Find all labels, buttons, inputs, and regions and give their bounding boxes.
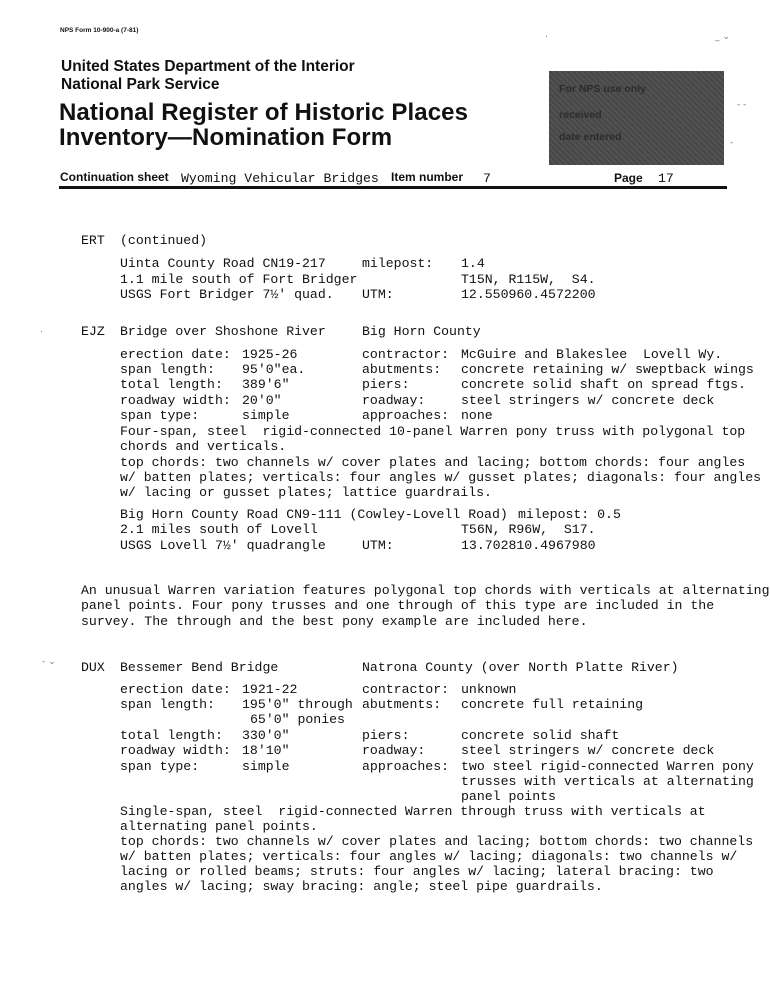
- ejz-abutments-label: abutments:: [362, 362, 442, 377]
- scan-mark: -: [730, 138, 734, 148]
- header-rule: [59, 186, 727, 189]
- dux-approaches: trusses with verticals at alternating: [461, 774, 754, 789]
- form-title-line1: National Register of Historic Places: [59, 99, 469, 126]
- dux-approaches: two steel rigid-connected Warren pony: [461, 759, 754, 774]
- scan-mark: - ⌄: [42, 657, 56, 667]
- scan-mark: - -: [737, 100, 747, 110]
- agency-name: National Park Service: [61, 76, 220, 93]
- dux-piers-label: piers:: [362, 728, 410, 743]
- ejz-approaches-label: approaches:: [362, 408, 450, 423]
- form-title-line2: Inventory—Nomination Form: [59, 124, 393, 151]
- dux-total-length: 330'0": [242, 728, 290, 743]
- ejz-name: Bridge over Shoshone River: [120, 324, 326, 339]
- ejz-milepost: milepost: 0.5: [518, 507, 621, 522]
- ejz-description-line: chords and verticals.: [120, 439, 287, 454]
- ejz-abutments: concrete retaining w/ sweptback wings: [461, 362, 754, 377]
- department-name: United States Department of the Interior: [61, 58, 355, 75]
- item-number-label: Item number: [391, 170, 464, 184]
- dux-total-length-label: total length:: [120, 728, 223, 743]
- dux-name: Bessemer Bend Bridge: [120, 660, 279, 675]
- dux-piers: concrete solid shaft: [461, 728, 620, 743]
- dux-description-line: angles w/ lacing; sway bracing: angle; steel pipe guardrails.: [120, 879, 603, 894]
- dux-county: Natrona County (over North Platte River): [362, 660, 679, 675]
- ejz-span-length: 95'0"ea.: [242, 362, 306, 377]
- dux-approaches-label: approaches:: [362, 759, 450, 774]
- dux-description-line: lacing or rolled beams; struts: four angles w/ lacing; lateral bracing: two: [120, 864, 714, 879]
- dux-roadway-label: roadway:: [362, 743, 426, 758]
- paragraph-line: An unusual Warren variation features polygonal top chords with verticals at alternating: [81, 583, 770, 598]
- ejz-description-line: Four-span, steel rigid-connected 10-panel Warren pony truss with polygonal top: [120, 424, 746, 439]
- dux-span-type-label: span type:: [120, 759, 200, 774]
- dux-contractor-label: contractor:: [362, 682, 450, 697]
- ert-location: 1.1 mile south of Fort Bridger: [120, 272, 358, 287]
- dux-code: DUX: [81, 660, 105, 675]
- ejz-description-line: w/ batten plates; verticals: four angles w/ gusset plates; diagonals: four angles: [120, 470, 762, 485]
- ejz-roadway-label: roadway:: [362, 393, 426, 408]
- ejz-erection-date: 1925-26: [242, 347, 298, 362]
- ejz-piers: concrete solid shaft on spread ftgs.: [461, 377, 746, 392]
- ejz-roadway-width: 20'0": [242, 393, 282, 408]
- form-number: NPS Form 10-900-a (7-81): [60, 27, 139, 34]
- scan-mark: .: [545, 30, 548, 40]
- date-entered-label: date entered: [559, 131, 622, 143]
- ejz-approaches: none: [461, 408, 493, 423]
- dux-abutments: concrete full retaining: [461, 697, 644, 712]
- ert-heading: (continued): [120, 233, 208, 248]
- scan-mark: _ ⌄: [715, 32, 730, 42]
- ejz-span-type: simple: [242, 408, 290, 423]
- nps-use-only-box: [549, 71, 724, 165]
- ejz-total-length: 389'6": [242, 377, 290, 392]
- ejz-county: Big Horn County: [362, 324, 481, 339]
- dux-description-line: top chords: two channels w/ cover plates and lacing; bottom chords: two channels: [120, 834, 754, 849]
- ejz-roadway: steel stringers w/ concrete deck: [461, 393, 715, 408]
- ert-code: ERT: [81, 233, 105, 248]
- ejz-total-length-label: total length:: [120, 377, 223, 392]
- ejz-township: T56N, R96W, S17.: [461, 522, 596, 537]
- ejz-span-length-label: span length:: [120, 362, 215, 377]
- page-label: Page: [614, 171, 643, 185]
- ert-utm-label: UTM:: [362, 287, 394, 302]
- ejz-piers-label: piers:: [362, 377, 410, 392]
- ert-road: Uinta County Road CN19-217: [120, 256, 326, 271]
- ejz-description-line: w/ lacing or gusset plates; lattice guardrails.: [120, 485, 492, 500]
- ejz-roadway-width-label: roadway width:: [120, 393, 231, 408]
- dux-description-line: w/ batten plates; verticals: four angles w/ lacing; diagonals: two channels w/: [120, 849, 738, 864]
- dux-abutments-label: abutments:: [362, 697, 442, 712]
- item-number-value: 7: [483, 171, 491, 186]
- ert-township: T15N, R115W, S4.: [461, 272, 596, 287]
- ert-milepost-label: milepost:: [362, 256, 434, 271]
- dux-approaches: panel points: [461, 789, 556, 804]
- dux-roadway-width: 18'10": [242, 743, 290, 758]
- dux-description-line: alternating panel points.: [120, 819, 318, 834]
- ert-milepost: 1.4: [461, 256, 485, 271]
- paragraph-line: panel points. Four pony trusses and one through of this type are included in the: [81, 598, 715, 613]
- ejz-contractor: McGuire and Blakeslee Lovell Wy.: [461, 347, 723, 362]
- paragraph-line: survey. The through and the best pony example are included here.: [81, 614, 588, 629]
- ejz-quad: USGS Lovell 7½' quadrangle: [120, 538, 326, 553]
- dux-roadway-width-label: roadway width:: [120, 743, 231, 758]
- dux-roadway: steel stringers w/ concrete deck: [461, 743, 715, 758]
- ejz-utm: 13.702810.4967980: [461, 538, 596, 553]
- continuation-sheet-value: Wyoming Vehicular Bridges: [181, 171, 379, 186]
- ert-quad: USGS Fort Bridger 7½' quad.: [120, 287, 334, 302]
- received-label: received: [559, 109, 602, 121]
- ejz-location: 2.1 miles south of Lovell: [120, 522, 318, 537]
- ejz-span-type-label: span type:: [120, 408, 200, 423]
- ert-utm: 12.550960.4572200: [461, 287, 596, 302]
- continuation-sheet-label: Continuation sheet: [60, 170, 169, 184]
- nps-use-only-label: For NPS use only: [559, 83, 646, 95]
- dux-span-length-ponies: 65'0" ponies: [250, 712, 345, 727]
- dux-description-line: Single-span, steel rigid-connected Warren through truss with verticals at: [120, 804, 706, 819]
- ejz-erection-date-label: erection date:: [120, 347, 231, 362]
- ejz-code: EJZ: [81, 324, 105, 339]
- ejz-contractor-label: contractor:: [362, 347, 450, 362]
- ejz-utm-label: UTM:: [362, 538, 394, 553]
- ejz-description-line: top chords: two channels w/ cover plates and lacing; bottom chords: four angles: [120, 455, 746, 470]
- dux-span-length: 195'0" through: [242, 697, 353, 712]
- dux-span-type: simple: [242, 759, 290, 774]
- dux-erection-date-label: erection date:: [120, 682, 231, 697]
- dux-span-length-label: span length:: [120, 697, 215, 712]
- scan-mark: .: [40, 325, 43, 335]
- ejz-road: Big Horn County Road CN9-111 (Cowley-Lovell Road): [120, 507, 508, 522]
- page-number: 17: [658, 171, 674, 186]
- dux-contractor: unknown: [461, 682, 517, 697]
- dux-erection-date: 1921-22: [242, 682, 298, 697]
